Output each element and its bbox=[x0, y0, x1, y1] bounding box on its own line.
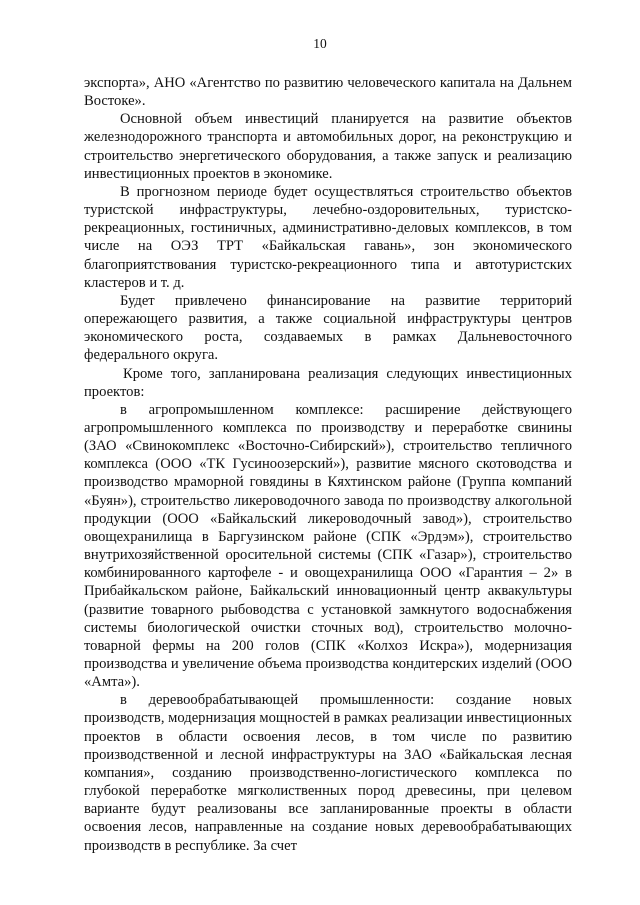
paragraph-woodworking-industry: в деревообрабатывающей промышленности: создание новых производств, модернизация мощностей в рамках реализации инвестиционных проектов в области освоения лесов, в том числе по развитию производственной и лесной инфраструктуры на ЗАО «Байкальская лесная компания», созданию производственно-логистического комплекса по глубокой переработке мягколиственных пород древесины, при целевом варианте будут реализованы все запланированные проекты в области освоения лесов, направленные на создание новых деревообрабатывающих производств в республике. За счет bbox=[84, 692, 572, 854]
paragraph-export-continuation: экспорта», АНО «Агентство по развитию человеческого капитала на Дальнем Востоке». bbox=[84, 75, 572, 110]
paragraph-tourism-construction: В прогнозном периоде будет осуществляться строительство объектов туристской инфраструктуры, лечебно-оздоровительных, туристско-рекреационных, гостиничных, административно-деловых комплексов, в том числе на ОЭЗ ТРТ «Байкальская гавань», зон экономического благоприятствования туристско-рекреационного типа и автотуристских кластеров и т. д. bbox=[84, 183, 572, 291]
page-number: 10 bbox=[313, 36, 327, 51]
paragraph-agro-industrial-complex: в агропромышленном комплексе: расширение действующего агропромышленного комплекса по производству и переработке свинины (ЗАО «Свинокомплекс «Восточно-Сибирский»), строительство тепличного комплекса (ООО «ТК Гусиноозерский»), развитие мясного скотоводства и производство мраморной говядины в Кяхтинском районе (Группа компаний «Буян»), строительство ликероводочного завода по производству алкогольной продукции (ООО «Байкальский ликероводочный завод»), строительство овощехранилища в Баргузинском районе (СПК «Эрдэм»), строительство внутрихозяйственной оросительной системы (СПК «Газар»), строительство комбинированного картофеле - и овощехранилища ООО «Гарантия – 2» в Прибайкальском районе, Байкальский инновационный центр аквакультуры (развитие товарного рыбоводства с установкой замкнутого водоснабжения системы биологической очистки сточных вод), строительство молочно-товарной фермы на 200 голов (СПК «Колхоз Искра»), модернизация производства и увеличение объема производства кондитерских изделий (ООО «Амта»). bbox=[84, 401, 572, 691]
document-body bbox=[84, 74, 572, 855]
paragraph-advanced-development-territories: Будет привлечено финансирование на развитие территорий опережающего развития, а также социальной инфраструктуры центров экономического роста, создаваемых в рамках Дальневосточного федерального округа. bbox=[84, 292, 572, 364]
paragraph-planned-projects-intro: Кроме того, запланирована реализация следующих инвестиционных проектов: bbox=[84, 365, 572, 400]
paragraph-investment-volume: Основной объем инвестиций планируется на развитие объектов железнодорожного транспорта и автомобильных дорог, на реконструкцию и строительство энергетического оборудования, а также запуск и реализацию инвестиционных проектов в экономике. bbox=[84, 111, 572, 182]
